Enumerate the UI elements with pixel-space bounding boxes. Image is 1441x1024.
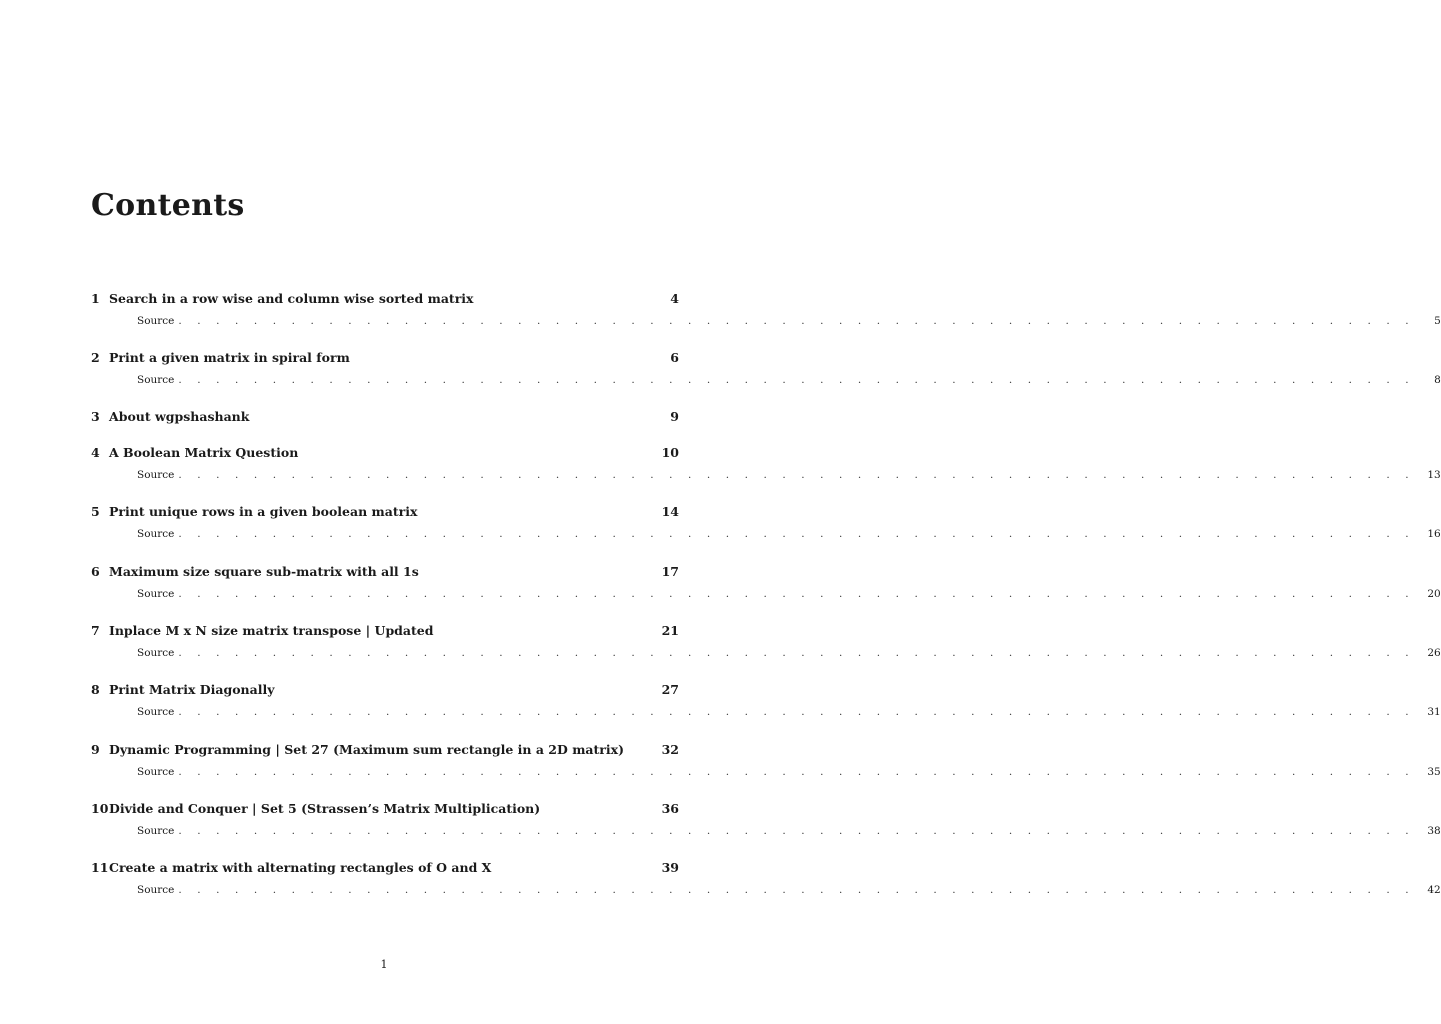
toc-chapter-entry[interactable] [91, 564, 679, 582]
section-title[interactable]: Source [137, 825, 175, 837]
page-number: 1 [380, 958, 388, 971]
chapter-number: 1 [91, 291, 100, 306]
section-page-number: 31 [1427, 706, 1441, 718]
toc-chapter-entry[interactable] [91, 801, 679, 819]
toc-chapter-entry[interactable] [91, 860, 679, 878]
dot-leader: . . . . . . . . . . . . . . . . . . . . . . . . . . . . . . . . . . . . . . . . . . . . . . . . . . . . . . . . . . . . . . . . . . [178, 766, 1415, 778]
chapter-number: 2 [91, 350, 100, 365]
toc-chapter-entry[interactable] [91, 445, 679, 463]
toc-section-entry[interactable] [91, 647, 1441, 665]
chapter-title[interactable]: Dynamic Programming | Set 27 (Maximum sum rectangle in a 2D matrix) [109, 742, 624, 757]
chapter-number: 3 [91, 409, 100, 424]
section-page-number: 5 [1434, 315, 1441, 327]
section-title[interactable]: Source [137, 884, 175, 896]
dot-leader: . . . . . . . . . . . . . . . . . . . . . . . . . . . . . . . . . . . . . . . . . . . . . . . . . . . . . . . . . . . . . . . . . . [178, 647, 1415, 659]
toc-section-entry[interactable] [91, 588, 1441, 606]
chapter-title[interactable]: Print a given matrix in spiral form [109, 350, 350, 365]
chapter-page-number: 21 [661, 623, 679, 638]
section-page-number: 8 [1434, 374, 1441, 386]
section-title[interactable]: Source [137, 374, 175, 386]
chapter-page-number: 4 [670, 291, 679, 306]
section-page-number: 42 [1427, 884, 1441, 896]
chapter-page-number: 10 [661, 445, 679, 460]
chapter-page-number: 32 [661, 742, 679, 757]
chapter-number: 7 [91, 623, 100, 638]
toc-chapter-entry[interactable] [91, 291, 679, 309]
chapter-title[interactable]: Search in a row wise and column wise sorted matrix [109, 291, 474, 306]
dot-leader: . . . . . . . . . . . . . . . . . . . . . . . . . . . . . . . . . . . . . . . . . . . . . . . . . . . . . . . . . . . . . . . . . . [178, 706, 1415, 718]
toc-section-entry[interactable] [91, 469, 1441, 487]
chapter-title[interactable]: A Boolean Matrix Question [109, 445, 299, 460]
section-title[interactable]: Source [137, 469, 175, 481]
chapter-page-number: 36 [661, 801, 679, 816]
toc-chapter-entry[interactable] [91, 504, 679, 522]
section-title[interactable]: Source [137, 528, 175, 540]
section-page-number: 20 [1427, 588, 1441, 600]
chapter-number: 5 [91, 504, 100, 519]
dot-leader: . . . . . . . . . . . . . . . . . . . . . . . . . . . . . . . . . . . . . . . . . . . . . . . . . . . . . . . . . . . . . . . . . . [178, 315, 1415, 327]
section-title[interactable]: Source [137, 315, 175, 327]
section-title[interactable]: Source [137, 706, 175, 718]
chapter-title[interactable]: Inplace M x N size matrix transpose | Updated [109, 623, 434, 638]
toc-section-entry[interactable] [91, 766, 1441, 784]
dot-leader: . . . . . . . . . . . . . . . . . . . . . . . . . . . . . . . . . . . . . . . . . . . . . . . . . . . . . . . . . . . . . . . . . . [178, 469, 1415, 481]
page-title: Contents [91, 188, 245, 223]
toc-section-entry[interactable] [91, 374, 1441, 392]
chapter-title[interactable]: Print unique rows in a given boolean matrix [109, 504, 418, 519]
chapter-page-number: 39 [661, 860, 679, 875]
chapter-title[interactable]: Divide and Conquer | Set 5 (Strassen’s Matrix Multiplication) [109, 801, 541, 816]
toc-chapter-entry[interactable] [91, 742, 679, 760]
toc-section-entry[interactable] [91, 528, 1441, 546]
chapter-title[interactable]: Maximum size square sub-matrix with all 1s [109, 564, 419, 579]
section-page-number: 16 [1427, 528, 1441, 540]
chapter-number: 6 [91, 564, 100, 579]
section-page-number: 35 [1427, 766, 1441, 778]
chapter-number: 4 [91, 445, 100, 460]
chapter-page-number: 9 [670, 409, 679, 424]
toc-section-entry[interactable] [91, 884, 1441, 902]
chapter-page-number: 27 [661, 682, 679, 697]
dot-leader: . . . . . . . . . . . . . . . . . . . . . . . . . . . . . . . . . . . . . . . . . . . . . . . . . . . . . . . . . . . . . . . . . . [178, 528, 1415, 540]
section-title[interactable]: Source [137, 766, 175, 778]
section-page-number: 13 [1427, 469, 1441, 481]
chapter-title[interactable]: Create a matrix with alternating rectangles of O and X [109, 860, 492, 875]
dot-leader: . . . . . . . . . . . . . . . . . . . . . . . . . . . . . . . . . . . . . . . . . . . . . . . . . . . . . . . . . . . . . . . . . . [178, 825, 1415, 837]
chapter-page-number: 14 [661, 504, 679, 519]
chapter-page-number: 6 [670, 350, 679, 365]
chapter-title[interactable]: About wgpshashank [109, 409, 250, 424]
toc-section-entry[interactable] [91, 706, 1441, 724]
section-title[interactable]: Source [137, 588, 175, 600]
section-page-number: 38 [1427, 825, 1441, 837]
toc-chapter-entry[interactable] [91, 409, 679, 427]
toc-chapter-entry[interactable] [91, 623, 679, 641]
toc-chapter-entry[interactable] [91, 350, 679, 368]
chapter-title[interactable]: Print Matrix Diagonally [109, 682, 275, 697]
chapter-page-number: 17 [661, 564, 679, 579]
section-title[interactable]: Source [137, 647, 175, 659]
chapter-number: 8 [91, 682, 100, 697]
chapter-number: 11 [91, 860, 109, 875]
toc-chapter-entry[interactable] [91, 682, 679, 700]
section-page-number: 26 [1427, 647, 1441, 659]
dot-leader: . . . . . . . . . . . . . . . . . . . . . . . . . . . . . . . . . . . . . . . . . . . . . . . . . . . . . . . . . . . . . . . . . . [178, 374, 1415, 386]
chapter-number: 10 [91, 801, 109, 816]
chapter-number: 9 [91, 742, 100, 757]
dot-leader: . . . . . . . . . . . . . . . . . . . . . . . . . . . . . . . . . . . . . . . . . . . . . . . . . . . . . . . . . . . . . . . . . . [178, 884, 1415, 896]
toc-section-entry[interactable] [91, 315, 1441, 333]
dot-leader: . . . . . . . . . . . . . . . . . . . . . . . . . . . . . . . . . . . . . . . . . . . . . . . . . . . . . . . . . . . . . . . . . . [178, 588, 1415, 600]
toc-section-entry[interactable] [91, 825, 1441, 843]
